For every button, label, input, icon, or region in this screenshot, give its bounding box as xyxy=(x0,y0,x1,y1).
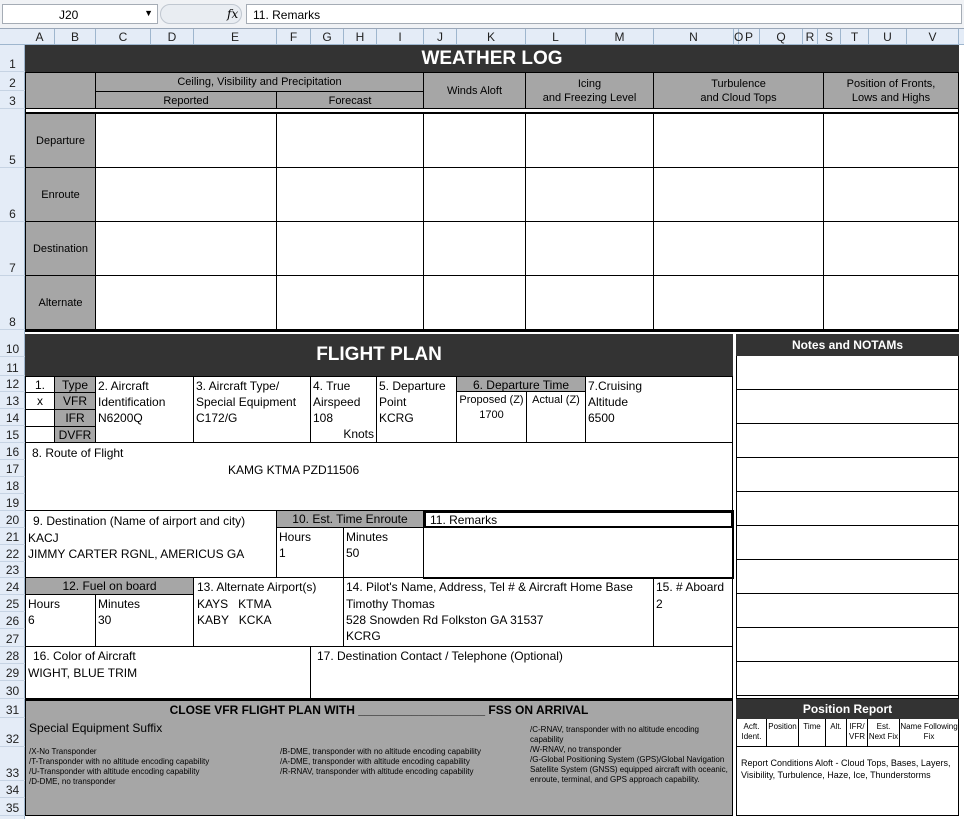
column-header-i[interactable]: I xyxy=(377,29,424,45)
column-header-a[interactable]: A xyxy=(25,29,55,45)
departure-point-field[interactable] xyxy=(377,376,457,443)
column-headers xyxy=(0,29,964,45)
weather-input-cell[interactable] xyxy=(96,168,277,222)
airspeed-value: 108 xyxy=(313,411,334,425)
row-header-22[interactable]: 22 xyxy=(0,545,25,562)
aircraft-type-label: 3. Aircraft Type/ Special Equipment xyxy=(196,379,297,409)
destination-label: 9. Destination (Name of airport and city) xyxy=(33,514,246,528)
row-header-10[interactable]: 10 xyxy=(0,330,25,357)
weather-input-cell[interactable] xyxy=(654,168,824,222)
row-header-28[interactable]: 28 xyxy=(0,647,25,664)
row-header-21[interactable]: 21 xyxy=(0,528,25,545)
row-header-14[interactable]: 14 xyxy=(0,409,25,426)
destination-field[interactable] xyxy=(25,511,277,578)
fx-icon: fx xyxy=(227,7,239,21)
weather-input-cell[interactable] xyxy=(526,222,654,276)
row-header-29[interactable]: 29 xyxy=(0,664,25,681)
row-header-18[interactable]: 18 xyxy=(0,477,25,494)
type-mark-ifr[interactable] xyxy=(25,409,55,426)
weather-input-cell[interactable] xyxy=(277,222,424,276)
suffix-w: /W-RNAV, no transponder xyxy=(530,745,622,754)
weather-input-cell[interactable] xyxy=(824,222,959,276)
altitude-field[interactable] xyxy=(586,376,733,443)
column-header-r[interactable]: R xyxy=(803,29,818,45)
aircraft-type-value: C172/G xyxy=(196,411,238,425)
weather-input-cell[interactable] xyxy=(526,168,654,222)
selected-cell xyxy=(424,511,733,528)
weather-input-cell[interactable] xyxy=(424,168,526,222)
chevron-down-icon[interactable]: ▼ xyxy=(144,8,153,18)
color-label: 16. Color of Aircraft xyxy=(33,649,136,663)
column-header-q[interactable]: Q xyxy=(760,29,803,45)
suffix-a: /A-DME, transponder with altitude encoding capability xyxy=(280,757,470,766)
column-header-n[interactable]: N xyxy=(654,29,734,45)
suffix-col-2 xyxy=(280,747,530,777)
row-header-35[interactable]: 35 xyxy=(0,798,25,816)
pilot-address: 528 Snowden Rd Folkston GA 31537 xyxy=(346,613,544,627)
row-header-26[interactable]: 26 xyxy=(0,612,25,629)
notams-line[interactable] xyxy=(736,560,959,594)
row-header-33[interactable]: 33 xyxy=(0,747,25,781)
column-header-h[interactable]: H xyxy=(344,29,377,45)
notams-line[interactable] xyxy=(736,424,959,458)
column-header-f[interactable]: F xyxy=(277,29,311,45)
column-header-k[interactable]: K xyxy=(457,29,526,45)
column-header-p[interactable]: P xyxy=(739,29,760,45)
destination-name: JIMMY CARTER RGNL, AMERICUS GA xyxy=(28,547,245,561)
pilot-name: Timothy Thomas xyxy=(346,597,435,611)
aboard-field[interactable] xyxy=(654,578,733,647)
row-header-2[interactable]: 2 xyxy=(0,72,25,91)
formula-input[interactable] xyxy=(246,4,962,24)
aboard-value: 2 xyxy=(656,597,663,611)
notams-line[interactable] xyxy=(736,526,959,560)
knots-label: Knots xyxy=(343,427,374,441)
notams-line[interactable] xyxy=(736,458,959,492)
weather-input-cell[interactable] xyxy=(654,276,824,330)
route-value: KAMG KTMA PZD11506 xyxy=(228,463,360,477)
altitude-value: 6500 xyxy=(588,411,615,425)
function-button[interactable] xyxy=(160,4,242,24)
aircraft-type-field[interactable] xyxy=(194,376,311,443)
ete-minutes-value: 50 xyxy=(346,546,360,560)
fuel-hours-field[interactable] xyxy=(25,595,96,647)
type-label: Type xyxy=(55,376,96,392)
row-header-12[interactable]: 12 xyxy=(0,376,25,392)
column-header-o[interactable]: O xyxy=(734,30,744,44)
column-header-j[interactable]: J xyxy=(424,29,457,45)
notams-line[interactable] xyxy=(736,662,959,696)
fuel-label: 12. Fuel on board xyxy=(25,578,194,595)
fuel-minutes-label: Minutes xyxy=(98,597,141,611)
weather-input-cell[interactable] xyxy=(824,114,959,168)
suffix-t: /T-Transponder with no altitude encoding capability xyxy=(29,757,210,766)
ete-minutes-field[interactable] xyxy=(344,528,424,578)
winds-aloft-header: Winds Aloft xyxy=(424,72,526,109)
proposed-label: Proposed (Z) xyxy=(459,394,524,406)
notams-line[interactable] xyxy=(736,628,959,662)
departure-point-value: KCRG xyxy=(379,411,414,425)
suffix-x: /X-No Transponder xyxy=(29,747,97,756)
actual-time-field[interactable] xyxy=(527,392,586,443)
fuel-hours-value: 6 xyxy=(28,613,35,627)
ete-hours-field[interactable] xyxy=(277,528,344,578)
position-report-header: Acft. Ident. xyxy=(736,719,766,747)
aircraft-id-field[interactable] xyxy=(96,376,194,443)
destination-code: KACJ xyxy=(28,531,59,545)
position-report-header: Time xyxy=(798,719,825,747)
weather-input-cell[interactable] xyxy=(424,276,526,330)
dest-contact-field[interactable] xyxy=(311,647,733,699)
actual-label: Actual (Z) xyxy=(532,394,580,406)
position-report-title: Position Report xyxy=(736,699,959,719)
aircraft-id-label: 2. Aircraft Identification xyxy=(98,379,166,409)
fuel-hours-label: Hours xyxy=(28,597,61,611)
position-report-header: Name Following Fix xyxy=(899,719,959,747)
position-report-header: IFR/ VFR xyxy=(846,719,867,747)
ceiling-header: Ceiling, Visibility and Precipitation xyxy=(96,72,424,91)
weather-log-title: WEATHER LOG xyxy=(25,45,959,72)
column-header-c[interactable]: C xyxy=(96,29,151,45)
ete-minutes-label: Minutes xyxy=(346,530,389,544)
weather-corner xyxy=(25,72,96,109)
notams-line[interactable] xyxy=(736,594,959,628)
suffix-d: /D-DME, no transponder xyxy=(29,777,116,786)
column-header-b[interactable]: B xyxy=(55,29,96,45)
suffix-b: /B-DME, transponder with no altitude encoding capability xyxy=(280,747,481,756)
alternate-1: KAYS KTMA xyxy=(197,597,272,611)
row-header-1[interactable]: 1 xyxy=(0,45,25,72)
weather-input-cell[interactable] xyxy=(654,114,824,168)
position-report-header: Position xyxy=(766,719,798,747)
position-report-header: Est. Next Fix xyxy=(867,719,899,747)
weather-input-cell[interactable] xyxy=(277,276,424,330)
type-mark-dvfr[interactable] xyxy=(25,426,55,443)
ete-hours-label: Hours xyxy=(279,530,312,544)
suffix-g: /G-Global Positioning System (GPS)/Global Navigation Satellite System (GNSS) equipped aircraft with oceanic, enroute, terminal, and GPS approach capability. xyxy=(530,755,728,784)
close-vfr-text: CLOSE VFR FLIGHT PLAN WITH ___________________ FSS ON ARRIVAL xyxy=(25,699,733,718)
weather-input-cell[interactable] xyxy=(526,114,654,168)
pilot-label: 14. Pilot's Name, Address, Tel # & Aircraft Home Base xyxy=(346,580,633,594)
weather-input-cell[interactable] xyxy=(424,114,526,168)
pilot-base: KCRG xyxy=(346,629,381,643)
color-value: WIGHT, BLUE TRIM xyxy=(28,666,138,680)
row-header-15[interactable]: 15 xyxy=(0,426,25,443)
ete-label: 10. Est. Time Enroute xyxy=(277,511,424,528)
row-header-8[interactable]: 8 xyxy=(0,276,25,330)
ifr-label: IFR xyxy=(55,409,96,426)
remarks-label: 11. Remarks xyxy=(430,513,498,527)
notams-title: Notes and NOTAMs xyxy=(736,334,959,356)
dest-contact-label: 17. Destination Contact / Telephone (Optional) xyxy=(317,649,563,663)
weather-input-cell[interactable] xyxy=(96,114,277,168)
name-box[interactable] xyxy=(2,4,158,24)
turbulence-header: Turbulence and Cloud Tops xyxy=(654,72,824,109)
route-label: 8. Route of Flight xyxy=(32,446,124,460)
suffix-panel xyxy=(25,718,733,816)
departure-time-label: 6. Departure Time xyxy=(457,376,586,392)
row-header-5[interactable]: 5 xyxy=(0,109,25,168)
row-header-17[interactable]: 17 xyxy=(0,460,25,477)
suffix-col-1 xyxy=(29,747,279,787)
aboard-label: 15. # Aboard xyxy=(656,580,725,594)
color-field[interactable] xyxy=(25,647,311,699)
weather-input-cell[interactable] xyxy=(96,276,277,330)
flight-plan-title: FLIGHT PLAN xyxy=(25,334,733,376)
alternate-label: 13. Alternate Airport(s) xyxy=(197,580,317,594)
weather-row-destination: Destination xyxy=(25,222,96,276)
aircraft-id-value: N6200Q xyxy=(98,411,143,425)
type-number: 1. xyxy=(25,376,55,392)
column-header-m[interactable]: M xyxy=(586,29,654,45)
row-header-34[interactable]: 34 xyxy=(0,781,25,798)
reported-header: Reported xyxy=(96,91,277,109)
formula-bar xyxy=(0,0,964,29)
pilot-field[interactable] xyxy=(344,578,654,647)
column-header-v[interactable]: V xyxy=(907,29,959,45)
suffix-r: /R-RNAV, transponder with altitude encoding capability xyxy=(280,767,474,776)
weather-input-cell[interactable] xyxy=(424,222,526,276)
row-header-3[interactable]: 3 xyxy=(0,91,25,109)
dvfr-label: DVFR xyxy=(55,426,96,443)
row-header-20[interactable]: 20 xyxy=(0,511,25,528)
icing-header: Icing and Freezing Level xyxy=(526,72,654,109)
row-header-24[interactable]: 24 xyxy=(0,578,25,595)
suffix-col-3 xyxy=(530,725,730,785)
proposed-time-field[interactable] xyxy=(457,392,527,443)
fuel-minutes-value: 30 xyxy=(98,613,112,627)
forecast-header: Forecast xyxy=(277,91,424,109)
column-header-e[interactable]: E xyxy=(194,29,277,45)
row-header-11[interactable]: 11 xyxy=(0,357,25,376)
type-mark-vfr[interactable]: x xyxy=(25,392,55,409)
ete-hours-value: 1 xyxy=(279,546,286,560)
fronts-header: Position of Fronts, Lows and Highs xyxy=(824,72,959,109)
airspeed-field[interactable] xyxy=(311,376,377,443)
column-header-s[interactable]: S xyxy=(818,29,841,45)
suffix-title: Special Equipment Suffix xyxy=(29,721,163,735)
notams-line[interactable] xyxy=(736,492,959,526)
position-report-header: Alt. xyxy=(825,719,846,747)
weather-row-alternate: Alternate xyxy=(25,276,96,330)
alternate-field[interactable] xyxy=(194,578,344,647)
weather-input-cell[interactable] xyxy=(526,276,654,330)
fuel-minutes-field[interactable] xyxy=(96,595,194,647)
row-header-13[interactable]: 13 xyxy=(0,392,25,409)
row-header-32[interactable]: 32 xyxy=(0,718,25,747)
altitude-label: 7.Cruising Altitude xyxy=(588,379,643,409)
departure-point-label: 5. Departure Point xyxy=(379,379,446,409)
suffix-u: /U-Transponder with altitude encoding capability xyxy=(29,767,200,776)
suffix-c: /C-RNAV, transponder with no altitude encoding capability xyxy=(530,725,699,744)
row-header-30[interactable]: 30 xyxy=(0,681,25,699)
row-header-23[interactable]: 23 xyxy=(0,562,25,578)
row-header-19[interactable]: 19 xyxy=(0,494,25,511)
row-header-25[interactable]: 25 xyxy=(0,595,25,612)
row-headers xyxy=(0,45,25,819)
row-header-31[interactable]: 31 xyxy=(0,699,25,718)
notams-line[interactable] xyxy=(736,390,959,424)
weather-input-cell[interactable] xyxy=(824,276,959,330)
column-header-g[interactable]: G xyxy=(311,29,344,45)
airspeed-label: 4. True Airspeed xyxy=(313,379,361,409)
weather-input-cell[interactable] xyxy=(654,222,824,276)
weather-row-enroute: Enroute xyxy=(25,168,96,222)
column-header-u[interactable]: U xyxy=(869,29,907,45)
notams-line[interactable] xyxy=(736,356,959,390)
column-header-l[interactable]: L xyxy=(526,29,586,45)
formula-input-value: 11. Remarks xyxy=(253,8,321,22)
position-report-note: Report Conditions Aloft - Cloud Tops, Bases, Layers, Visibility, Turbulence, Haze, Ice, Thunderstorms xyxy=(736,747,959,816)
weather-input-cell[interactable] xyxy=(824,168,959,222)
row-header-27[interactable]: 27 xyxy=(0,629,25,647)
proposed-value: 1700 xyxy=(479,409,504,421)
weather-input-cell[interactable] xyxy=(96,222,277,276)
alternate-2: KABY KCKA xyxy=(197,613,272,627)
column-header-t[interactable]: T xyxy=(841,29,869,45)
vfr-label: VFR xyxy=(55,392,96,409)
weather-row-departure: Departure xyxy=(25,114,96,168)
route-field[interactable] xyxy=(25,443,733,511)
column-header-d[interactable]: D xyxy=(151,29,194,45)
row-header-7[interactable]: 7 xyxy=(0,222,25,276)
name-box-value: J20 xyxy=(59,8,79,22)
row-header-6[interactable]: 6 xyxy=(0,168,25,222)
weather-input-cell[interactable] xyxy=(277,114,424,168)
row-header-16[interactable]: 16 xyxy=(0,443,25,460)
weather-input-cell[interactable] xyxy=(277,168,424,222)
